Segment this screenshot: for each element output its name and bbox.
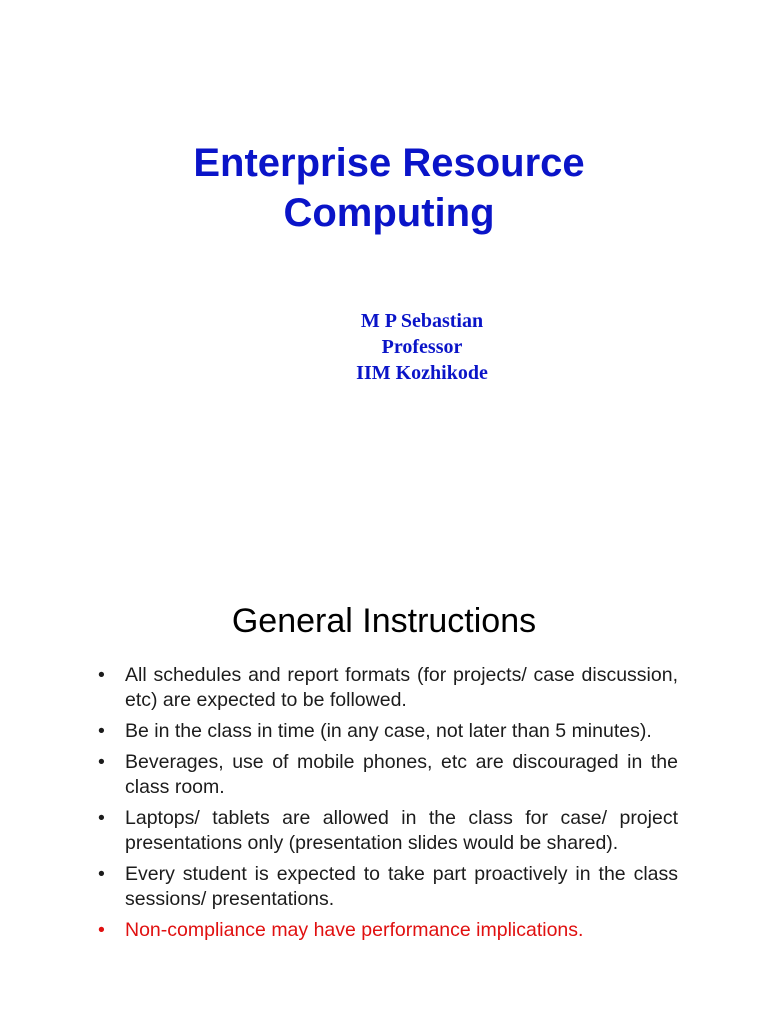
title-line-1: Enterprise Resource [193, 141, 585, 185]
bullet-icon: • [98, 751, 105, 773]
list-item [96, 750, 678, 800]
page-title [0, 138, 768, 238]
author-institution: IIM Kozhikode [356, 362, 488, 384]
author-position: Professor [381, 336, 463, 358]
title-line-2: Computing [283, 191, 495, 235]
list-item [96, 806, 678, 856]
instructions-slide [0, 590, 768, 1010]
author-block [282, 308, 562, 386]
instructions-list [96, 663, 678, 949]
bullet-icon: • [98, 720, 105, 742]
bullet-icon: • [98, 863, 105, 885]
list-item-text: Every student is expected to take part proactively in the class sessions/ presentations. [125, 863, 678, 910]
list-item [96, 719, 678, 744]
bullet-icon: • [98, 664, 105, 686]
list-item-text: Laptops/ tablets are allowed in the class for case/ project presentations only (presentation slides would be shared). [125, 807, 678, 854]
bullet-icon: • [98, 807, 105, 829]
bullet-icon: • [98, 919, 105, 941]
list-item-text: Beverages, use of mobile phones, etc are discouraged in the class room. [125, 751, 678, 798]
warning-list-item [96, 918, 678, 943]
warning-text: Non-compliance may have performance implications. [125, 919, 584, 941]
list-item [96, 663, 678, 713]
author-name: M P Sebastian [360, 310, 484, 332]
list-item-text: Be in the class in time (in any case, not later than 5 minutes). [125, 720, 652, 742]
section-heading: General Instructions [231, 602, 537, 640]
list-item [96, 862, 678, 912]
list-item-text: All schedules and report formats (for projects/ case discussion, etc) are expected to be followed. [125, 664, 678, 711]
